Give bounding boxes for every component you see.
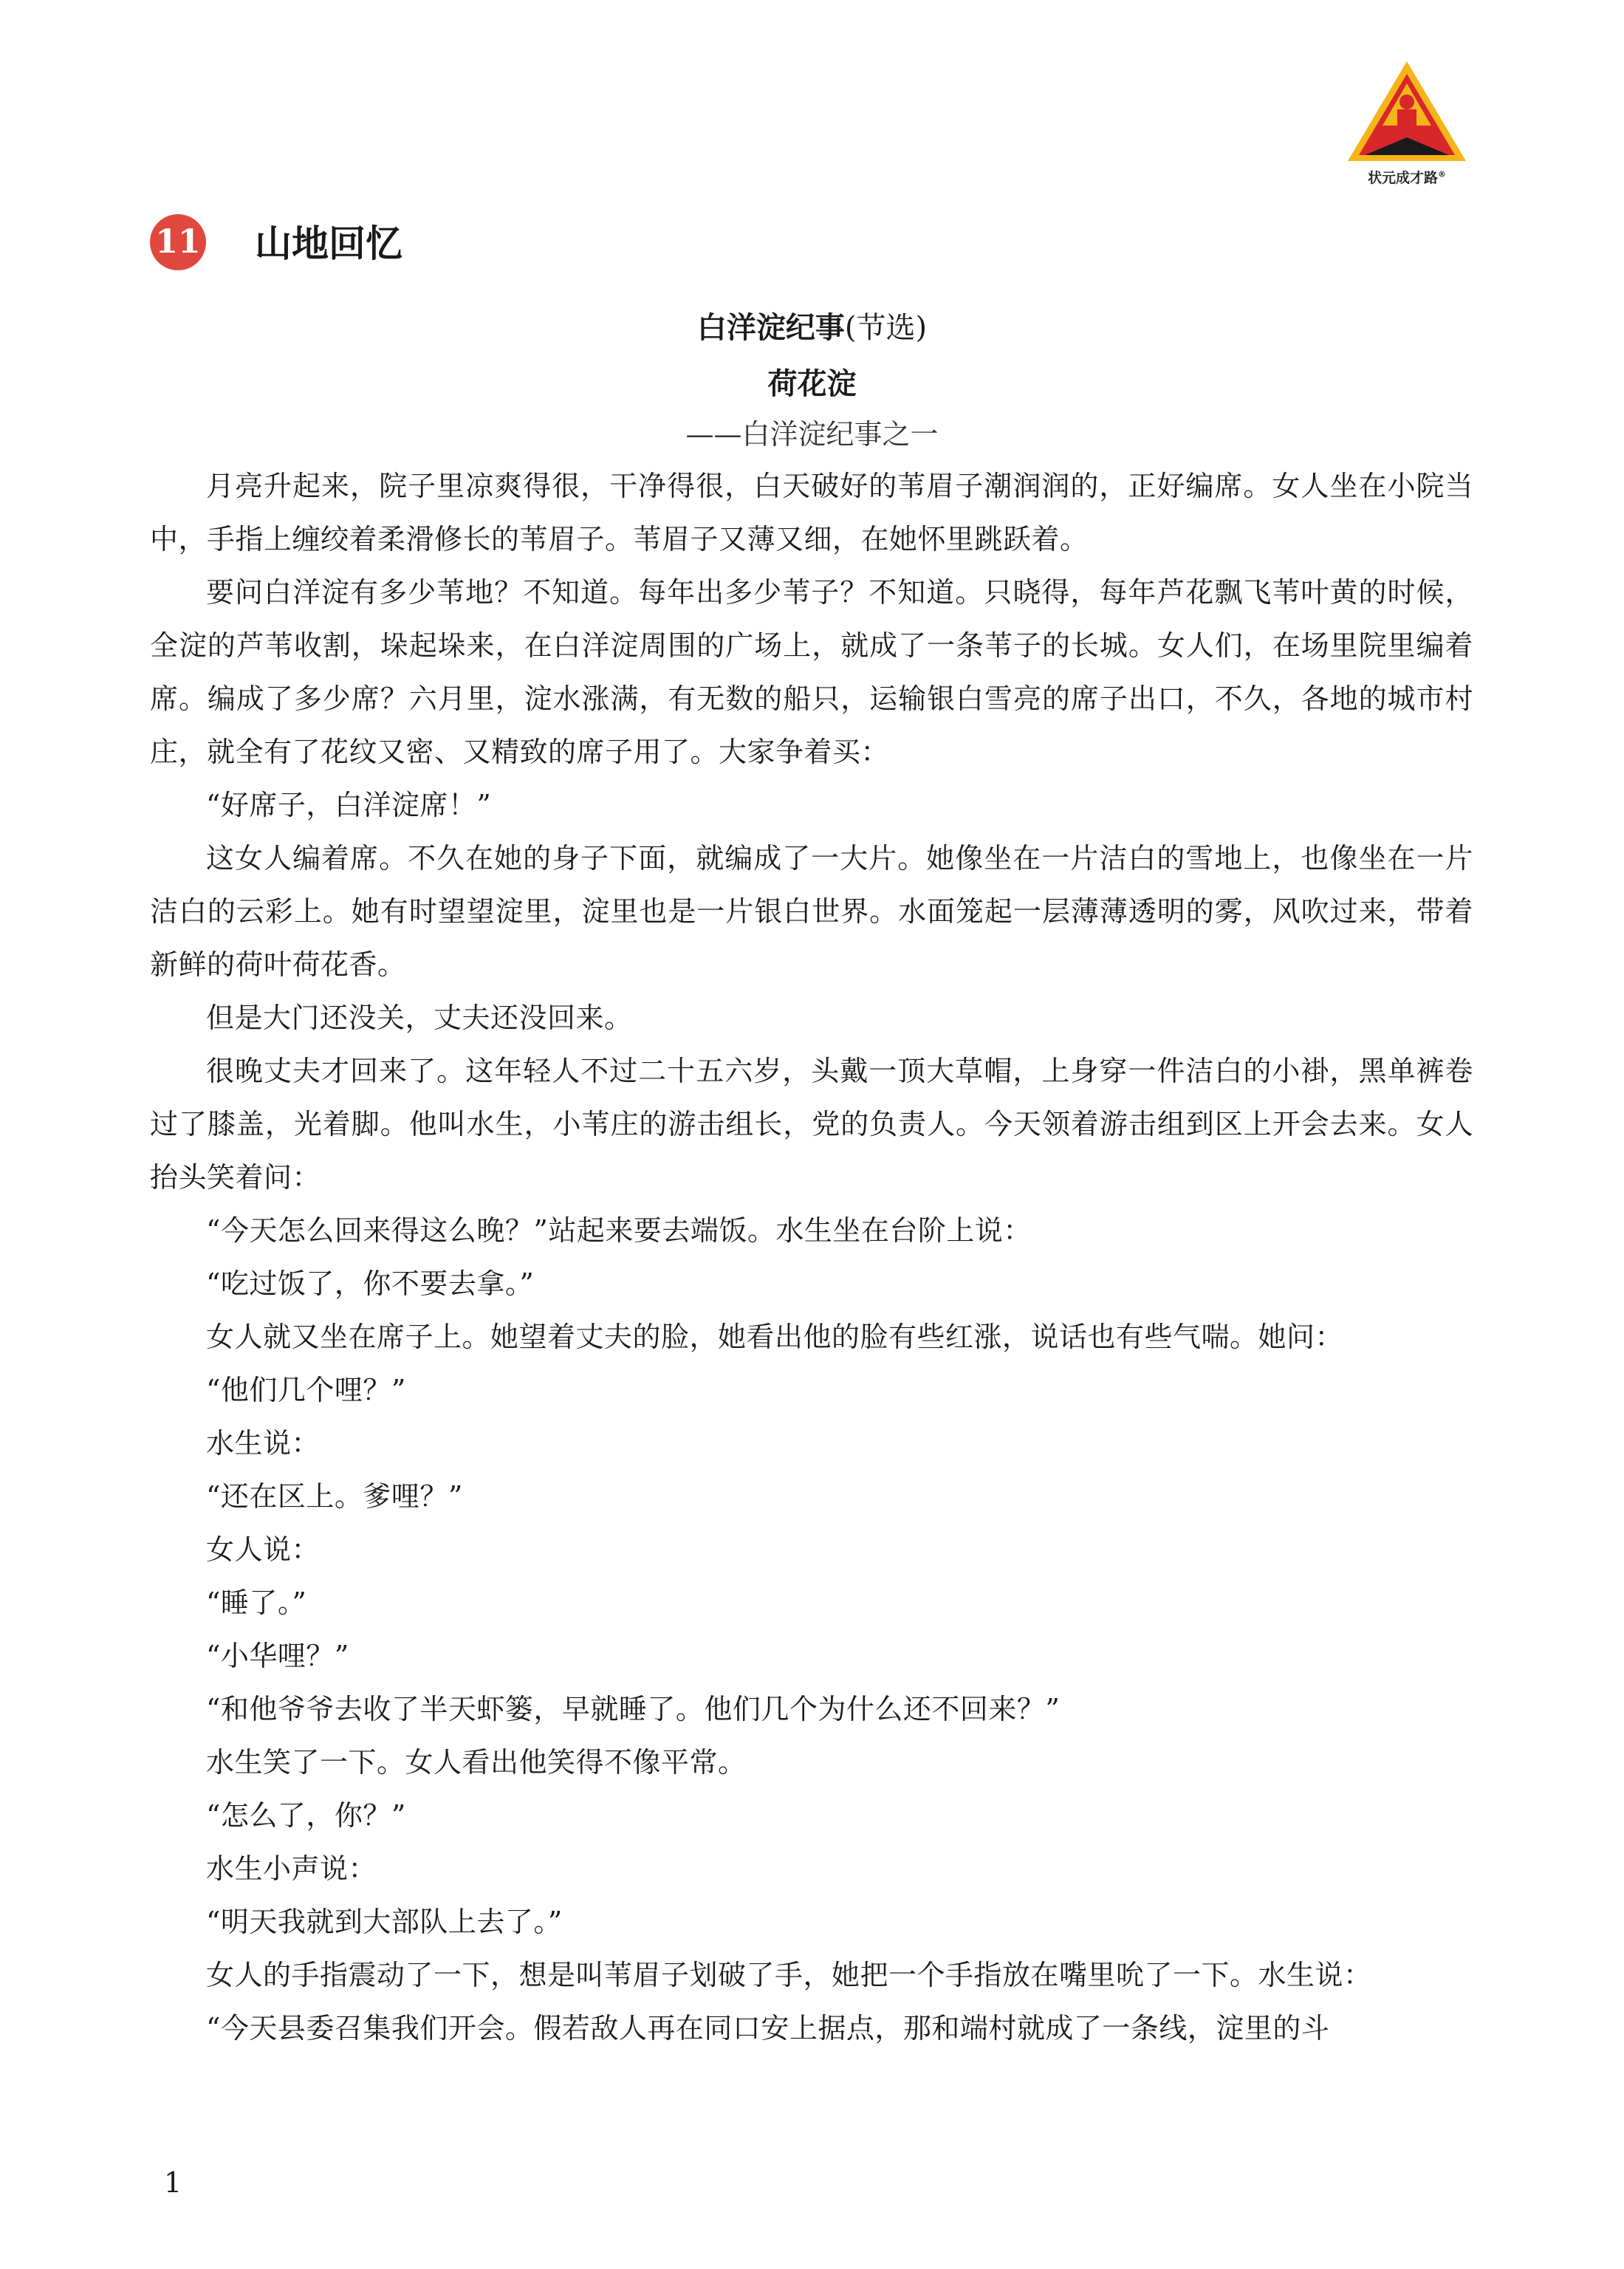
brand-name: 状元成才路® — [1367, 169, 1446, 186]
page-number: 1 — [164, 2166, 182, 2199]
paragraph: “今天怎么回来得这么晚？”站起来要去端饭。水生坐在台阶上说： — [206, 1214, 1032, 1247]
paragraph: 女人就又坐在席子上。她望着丈夫的脸，她看出他的脸有些红涨，说话也有些气喘。她问： — [206, 1321, 1344, 1353]
paragraph: 女人说： — [206, 1533, 321, 1566]
paragraph: 这女人编着席。不久在她的身子下面，就编成了一大片。她像坐在一片洁白的雪地上，也像坐在一片洁白的云彩上。她有时望望淀里，淀里也是一片银白世界。水面笼起一层薄薄透明的雾，风吹过来，带着新鲜的荷叶荷花香。 — [150, 842, 1473, 981]
section-subtitle: ——白洋淀纪事之一 — [685, 418, 939, 451]
paragraph: “他们几个哩？” — [206, 1374, 406, 1406]
paragraph: “小华哩？” — [206, 1640, 349, 1672]
paragraph: “吃过饭了，你不要去拿。” — [206, 1267, 535, 1300]
paragraph: 月亮升起来，院子里凉爽得很，干净得很，白天破好的苇眉子潮润润的，正好编席。女人坐在小院当中，手指上缠绞着柔滑修长的苇眉子。苇眉子又薄又细，在她怀里跳跃着。 — [150, 470, 1473, 555]
brand-logo — [1344, 58, 1470, 191]
paragraph: “好席子，白洋淀席！” — [206, 789, 492, 821]
lesson-number-badge: 11 — [150, 214, 206, 270]
paragraph: “明天我就到大部队上去了。” — [206, 1906, 563, 1938]
paragraph: 水生说： — [206, 1427, 321, 1459]
triangle-emblem-icon — [1344, 58, 1470, 165]
paragraph: 但是大门还没关，丈夫还没回来。 — [206, 1002, 633, 1034]
paragraph: “还在区上。爹哩？” — [206, 1480, 463, 1513]
paragraph: “今天县委召集我们开会。假若敌人再在同口安上据点，那和端村就成了一条线，淀里的斗 — [206, 2012, 1330, 2044]
paragraph: 女人的手指震动了一下，想是叫苇眉子划破了手，她把一个手指放在嘴里吮了一下。水生说： — [206, 1959, 1372, 1991]
article-title: 白洋淀纪事(节选) — [696, 311, 928, 345]
paragraph: 要问白洋淀有多少苇地？不知道。每年出多少苇子？不知道。只晓得，每年芦花飘飞苇叶黄的时候，全淀的芦苇收割，垛起垛来，在白洋淀周围的广场上，就成了一条苇子的长城。女人们，在场里院里编着席。编成了多少席？六月里，淀水涨满，有无数的船只，运输银白雪亮的席子出口，不久，各地的城市村庄，就全有了花纹又密、又精致的席子用了。大家争着买： — [150, 576, 1473, 768]
article-body — [150, 459, 1473, 2055]
paragraph: 水生笑了一下。女人看出他笑得不像平常。 — [206, 1746, 747, 1779]
paragraph: 水生小声说： — [206, 1852, 377, 1885]
paragraph: “和他爷爷去收了半天虾篓，早就睡了。他们几个为什么还不回来？” — [206, 1693, 1061, 1725]
section-title: 荷花淀 — [767, 367, 857, 401]
lesson-title: 山地回忆 — [255, 222, 402, 265]
paragraph: 很晚丈夫才回来了。这年轻人不过二十五六岁，头戴一顶大草帽，上身穿一件洁白的小褂，黑单裤卷过了膝盖，光着脚。他叫水生，小苇庄的游击组长，党的负责人。今天领着游击组到区上开会去来。女人抬头笑着问： — [150, 1055, 1473, 1194]
paragraph: “怎么了，你？” — [206, 1799, 406, 1832]
paragraph: “睡了。” — [206, 1587, 307, 1619]
